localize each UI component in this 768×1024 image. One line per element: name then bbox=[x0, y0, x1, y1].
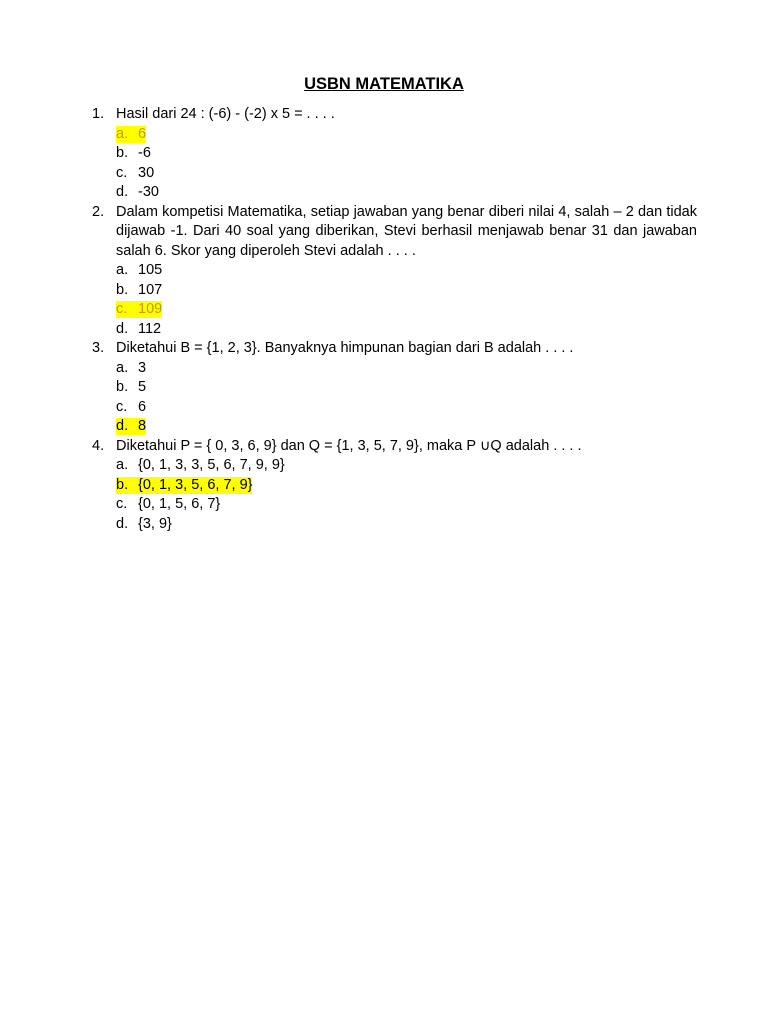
option-item bbox=[116, 164, 697, 184]
answer-highlight bbox=[116, 301, 162, 318]
option-text: {3, 9} bbox=[138, 515, 172, 532]
option-letter: a. bbox=[116, 457, 129, 473]
option-item bbox=[116, 144, 697, 164]
option-content bbox=[116, 399, 146, 416]
question-item bbox=[92, 203, 697, 340]
option-list bbox=[116, 456, 697, 534]
answer-highlight bbox=[116, 126, 146, 143]
option-letter: b. bbox=[116, 281, 129, 298]
option-item bbox=[116, 183, 697, 203]
question-item bbox=[92, 437, 697, 535]
option-letter: c. bbox=[116, 496, 128, 512]
option-content bbox=[116, 321, 161, 338]
option-text: 112 bbox=[138, 320, 162, 337]
answer-highlight bbox=[116, 477, 252, 494]
option-item bbox=[116, 300, 697, 320]
option-text: {0, 1, 3, 5, 6, 7, 9} bbox=[138, 476, 253, 493]
option-letter: d. bbox=[116, 515, 129, 532]
option-content bbox=[116, 184, 159, 201]
option-letter: c. bbox=[116, 398, 128, 415]
option-text: 109 bbox=[138, 301, 163, 317]
question-number: 2. bbox=[92, 203, 105, 220]
option-content bbox=[116, 379, 146, 396]
option-list bbox=[116, 359, 697, 437]
option-content bbox=[116, 496, 220, 513]
option-list bbox=[116, 261, 697, 339]
option-item bbox=[116, 281, 697, 301]
option-letter: c. bbox=[116, 301, 128, 317]
question-item bbox=[92, 339, 697, 437]
question-number: 3. bbox=[92, 340, 105, 356]
option-letter: d. bbox=[116, 184, 129, 200]
option-letter: d. bbox=[116, 320, 129, 337]
option-text: 8 bbox=[138, 418, 147, 434]
option-item bbox=[116, 320, 697, 340]
option-item bbox=[116, 261, 697, 281]
question-list bbox=[92, 105, 697, 534]
document-title: USBN MATEMATIKA bbox=[304, 75, 464, 93]
option-item bbox=[116, 417, 697, 437]
option-content bbox=[116, 360, 146, 377]
option-letter: a. bbox=[116, 125, 129, 142]
option-letter: a. bbox=[116, 359, 129, 376]
question-text: Diketahui B = {1, 2, 3}. Banyaknya himpunan bagian dari B adalah . . . . bbox=[116, 340, 574, 356]
option-item bbox=[116, 476, 697, 496]
option-list bbox=[116, 125, 697, 203]
option-text: {0, 1, 5, 6, 7} bbox=[138, 496, 221, 512]
option-item bbox=[116, 495, 697, 515]
question-number: 4. bbox=[92, 437, 105, 454]
question-text: Hasil dari 24 : (-6) - (-2) x 5 = . . . . bbox=[116, 106, 335, 122]
option-text: -30 bbox=[138, 184, 159, 200]
option-text: 107 bbox=[138, 281, 163, 298]
option-content bbox=[116, 516, 172, 533]
question-text: Diketahui P = { 0, 3, 6, 9} dan Q = {1, 3, 5, 7, 9}, maka P ∪Q adalah . . . . bbox=[116, 437, 582, 454]
question-item bbox=[92, 105, 697, 203]
option-item bbox=[116, 398, 697, 418]
option-text: {0, 1, 3, 3, 5, 6, 7, 9, 9} bbox=[138, 457, 285, 473]
option-item bbox=[116, 359, 697, 379]
option-letter: c. bbox=[116, 164, 128, 181]
option-item bbox=[116, 456, 697, 476]
option-content bbox=[116, 457, 285, 474]
option-item bbox=[116, 125, 697, 145]
option-content bbox=[116, 165, 154, 182]
option-text: -6 bbox=[138, 145, 151, 161]
option-content bbox=[116, 282, 162, 299]
option-letter: a. bbox=[116, 262, 129, 278]
option-content bbox=[116, 262, 162, 279]
question-number: 1. bbox=[92, 106, 105, 122]
question-text: Dalam kompetisi Matematika, setiap jawaban yang benar diberi nilai 4, salah – 2 dan tidak dijawab -1. Dari 40 soal yang diberikan, Stevi berhasil menjawab benar 31 dan jawaban salah 6. Skor yang diperoleh Stevi adalah . . . . bbox=[116, 203, 697, 259]
option-text: 3 bbox=[138, 359, 147, 376]
option-letter: b. bbox=[116, 379, 129, 395]
option-text: 30 bbox=[138, 164, 155, 181]
option-item bbox=[116, 515, 697, 535]
answer-highlight bbox=[116, 418, 146, 435]
option-text: 6 bbox=[138, 398, 147, 415]
option-content bbox=[116, 145, 151, 162]
option-text: 105 bbox=[138, 262, 163, 278]
option-text: 5 bbox=[138, 379, 147, 395]
option-letter: b. bbox=[116, 145, 129, 161]
option-letter: b. bbox=[116, 476, 129, 493]
option-item bbox=[116, 378, 697, 398]
option-text: 6 bbox=[138, 125, 147, 142]
option-letter: d. bbox=[116, 418, 129, 434]
